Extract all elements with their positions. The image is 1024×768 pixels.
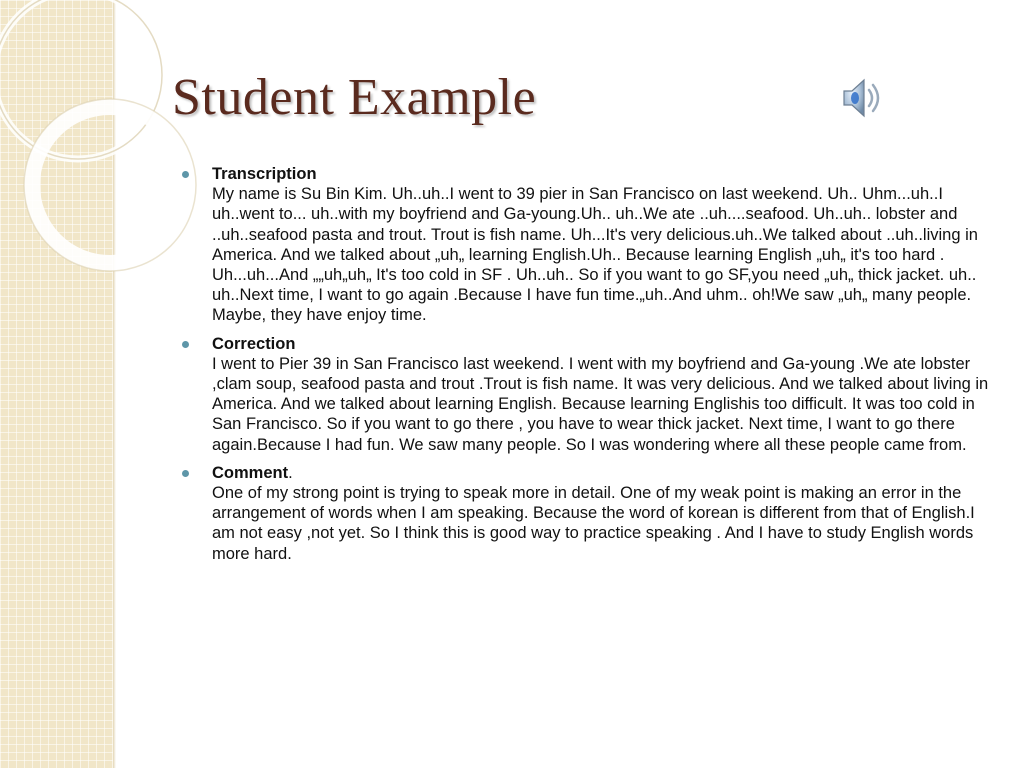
item-heading: Comment — [212, 463, 289, 482]
decorative-circles — [0, 0, 200, 330]
bullet-item-transcription — [180, 164, 992, 326]
bullet-item-correction — [180, 334, 992, 455]
slide-title: Student Example — [172, 69, 537, 126]
bullet-dot-icon — [182, 341, 189, 348]
bullet-dot-icon — [182, 171, 189, 178]
item-heading-suffix: . — [288, 463, 293, 482]
item-text: My name is Su Bin Kim. Uh..uh..I went to 39 pier in San Francisco on last weekend. Uh.. Uhm...uh..I uh..went to... uh..with my boyfriend and Ga-young.Uh.. uh..We ate ..uh....seafood. Uh..uh.. lobster and ..uh..seafood pasta and trout. Trout is fish name. Uh...It's very delicious.uh..We talked about ..uh..living in America. And we talked about „uh„ learning English.Uh.. Because learning English „uh„ it's too hard . Uh...uh...And „„uh„uh„ It's too cold in SF . Uh..uh.. So if you want to go SF,you need „uh„ thick jacket. uh.. uh..Next time, I want to go again .Because I have fun time.„uh..And uhm.. oh!We saw „uh„ many people. Maybe, they have enjoy time. — [212, 185, 978, 325]
bullet-item-comment — [180, 463, 992, 564]
bullet-dot-icon — [182, 470, 189, 477]
item-text: One of my strong point is trying to speak more in detail. One of my weak point is making an error in the arrangement of words when I am speaking. Because the word of korean is different from that of English.I am not easy ,not yet. So I think this is good way to practice speaking . And I have to study English words more hard. — [212, 484, 975, 563]
item-heading: Transcription — [212, 165, 317, 183]
item-text: I went to Pier 39 in San Francisco last weekend. I went with my boyfriend and Ga-young .We ate lobster ,clam soup, seafood pasta and trout .Trout is fish name. It was very delicious. And we talked about living in America. And we talked about learning English. Because learning Englishis too difficult. It was too cold in San Francisco. So if you want to go there , you have to wear thick jacket. Next time, I want to go there again.Because I had fun. We saw many people. So I was wondering where all these people came from. — [212, 354, 989, 454]
slide-content — [180, 164, 992, 572]
speaker-icon[interactable] — [840, 76, 886, 120]
item-heading: Correction — [212, 334, 296, 353]
